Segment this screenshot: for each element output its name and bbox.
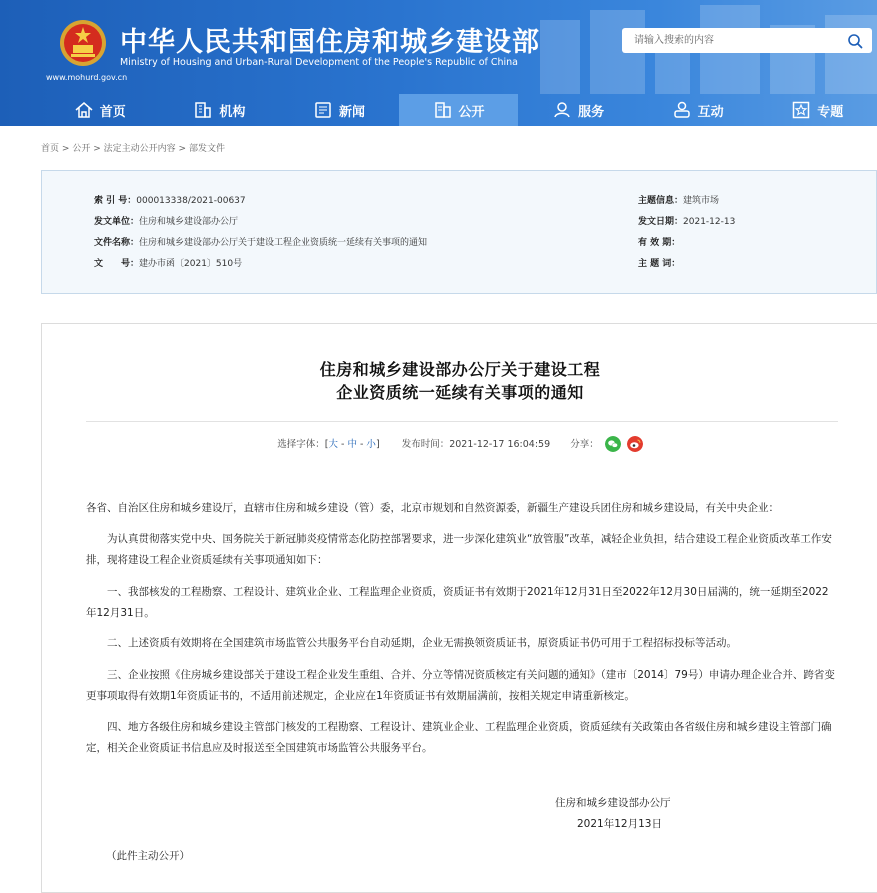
title-divider bbox=[86, 421, 838, 422]
font-size-small[interactable]: 小 bbox=[366, 439, 376, 450]
wechat-icon[interactable] bbox=[605, 436, 621, 452]
meta-filename bbox=[94, 235, 427, 248]
main-nav bbox=[40, 94, 877, 126]
meta-label: 文件名称： bbox=[94, 238, 140, 248]
signature-organization: 住房和城乡建设部办公厅 bbox=[555, 797, 671, 809]
article-paragraph: 二、上述资质有效期将在全国建筑市场监管公共服务平台自动延期，企业无需换领资质证书，原资质证书仍可用于工程招标投标等活动。 bbox=[86, 637, 737, 649]
font-size-medium[interactable]: 中 bbox=[347, 439, 357, 450]
article-title-line1: 住房和城乡建设部办公厅关于建设工程 bbox=[319, 360, 601, 379]
article-paragraph: 一、我部核发的工程勘察、工程设计、建筑业企业、工程监理企业资质，资质证书有效期于2021年12月31日至2022年12月30日届满的，统一延期至2022年12月31日。 bbox=[86, 586, 829, 619]
meta-value: 建筑市场 bbox=[683, 196, 720, 206]
news-icon bbox=[313, 100, 333, 120]
nav-item-interaction[interactable] bbox=[638, 94, 758, 126]
nav-label: 专题 bbox=[817, 104, 844, 120]
search-input[interactable] bbox=[622, 28, 844, 53]
weibo-icon[interactable] bbox=[627, 436, 643, 452]
article-paragraph: 为认真贯彻落实党中央、国务院关于新冠肺炎疫情常态化防控部署要求，进一步深化建筑业“放管服”改革，减轻企业负担，结合建设工程企业资质改革工作安排，现将建设工程企业资质延续有关事项通知如下： bbox=[86, 533, 832, 566]
nav-item-disclosure[interactable] bbox=[399, 94, 519, 126]
nav-item-organization[interactable] bbox=[160, 94, 280, 126]
nav-item-topics[interactable] bbox=[757, 94, 877, 126]
meta-label: 有 效 期： bbox=[638, 238, 681, 248]
meta-label: 主题信息： bbox=[638, 196, 684, 206]
search-icon[interactable] bbox=[846, 32, 864, 50]
nav-item-home[interactable] bbox=[40, 94, 160, 126]
breadcrumb-link[interactable]: 部发文件 bbox=[188, 144, 225, 154]
site-header bbox=[0, 0, 877, 126]
breadcrumb-link[interactable]: 公开 bbox=[72, 144, 91, 154]
search-box bbox=[622, 28, 872, 53]
home-icon bbox=[74, 100, 94, 120]
breadcrumb-link[interactable]: 首页 bbox=[41, 144, 60, 154]
nav-label: 互动 bbox=[697, 104, 724, 120]
nav-item-service[interactable] bbox=[518, 94, 638, 126]
meta-value: 建办市函〔2021〕510号 bbox=[139, 259, 243, 269]
site-subtitle: Ministry of Housing and Urban-Rural Development of the People's Republic of China bbox=[120, 57, 519, 68]
meta-label: 文 号： bbox=[94, 259, 140, 269]
publish-time: 发布时间：2021-12-17 16:04:59 bbox=[401, 439, 551, 450]
national-emblem-icon bbox=[58, 18, 108, 68]
font-size-large[interactable]: 大 bbox=[328, 439, 338, 450]
meta-validity bbox=[638, 235, 680, 248]
site-title[interactable]: 中华人民共和国住房和城乡建设部 bbox=[120, 27, 540, 58]
font-size-label: 选择字体：[ bbox=[277, 439, 329, 450]
nav-label: 新闻 bbox=[338, 104, 365, 120]
meta-value: 住房和城乡建设部办公厅 bbox=[139, 217, 239, 227]
disclosure-icon bbox=[433, 100, 453, 120]
chat-icon bbox=[672, 100, 692, 120]
service-icon bbox=[552, 100, 572, 120]
meta-value: 000013338/2021-00637 bbox=[136, 196, 246, 206]
signature-date: 2021年12月13日 bbox=[577, 818, 662, 830]
nav-label: 公开 bbox=[458, 104, 485, 120]
nav-label: 首页 bbox=[99, 104, 126, 120]
breadcrumb-separator: > bbox=[178, 144, 187, 154]
meta-value: 2021-12-13 bbox=[683, 217, 736, 227]
article-paragraph: 四、地方各级住房和城乡建设主管部门核发的工程勘察、工程设计、建筑业企业、工程监理企业资质，资质延续有关政策由各省级住房和城乡建设主管部门确定，相关企业资质证书信息应及时报送至全国建筑市场监管公共服务平台。 bbox=[86, 721, 832, 754]
meta-label: 索 引 号： bbox=[94, 196, 137, 206]
meta-index bbox=[94, 193, 246, 206]
meta-topic bbox=[638, 193, 719, 206]
breadcrumb-link[interactable]: 法定主动公开内容 bbox=[103, 144, 176, 154]
public-notice: （此件主动公开） bbox=[106, 850, 190, 862]
article-info-bar: 选择字体：[大 - 中 - 小] 发布时间：2021-12-17 16:04:59 分享： bbox=[42, 436, 877, 453]
meta-date bbox=[638, 214, 735, 227]
breadcrumb bbox=[41, 141, 225, 154]
font-size-close: ] bbox=[375, 439, 380, 450]
meta-issuer bbox=[94, 214, 238, 227]
building-icon bbox=[193, 100, 213, 120]
meta-docno bbox=[94, 256, 242, 269]
star-icon bbox=[791, 100, 811, 120]
breadcrumb-separator: > bbox=[93, 144, 101, 154]
share-label: 分享： bbox=[570, 439, 599, 450]
article-paragraph: 各省、自治区住房和城乡建设厅，直辖市住房和城乡建设（管）委，北京市规划和自然资源委，新疆生产建设兵团住房和城乡建设局，有关中央企业： bbox=[86, 502, 779, 514]
breadcrumb-separator: > bbox=[61, 144, 70, 154]
meta-label: 发文日期： bbox=[638, 217, 684, 227]
meta-label: 主 题 词： bbox=[638, 259, 681, 269]
document-metadata-box bbox=[41, 170, 877, 294]
nav-label: 机构 bbox=[219, 104, 246, 120]
article-paragraph: 三、企业按照《住房城乡建设部关于建设工程企业发生重组、合并、分立等情况资质核定有关问题的通知》（建市〔2014〕79号）申请办理企业合并、跨省变更事项取得有效期1年资质证书的，不适用前述规定，企业应在1年资质证书有效期届满前，按相关规定申请重新核定。 bbox=[86, 669, 835, 702]
meta-subject bbox=[638, 256, 680, 269]
nav-label: 服务 bbox=[578, 104, 605, 120]
nav-item-news[interactable] bbox=[279, 94, 399, 126]
meta-label: 发文单位： bbox=[94, 217, 140, 227]
article-panel bbox=[41, 323, 877, 893]
meta-value: 住房和城乡建设部办公厅关于建设工程企业资质统一延续有关事项的通知 bbox=[139, 238, 428, 248]
article-title-line2: 企业资质统一延续有关事项的通知 bbox=[336, 383, 584, 402]
site-domain: www.mohurd.gov.cn bbox=[46, 73, 128, 82]
